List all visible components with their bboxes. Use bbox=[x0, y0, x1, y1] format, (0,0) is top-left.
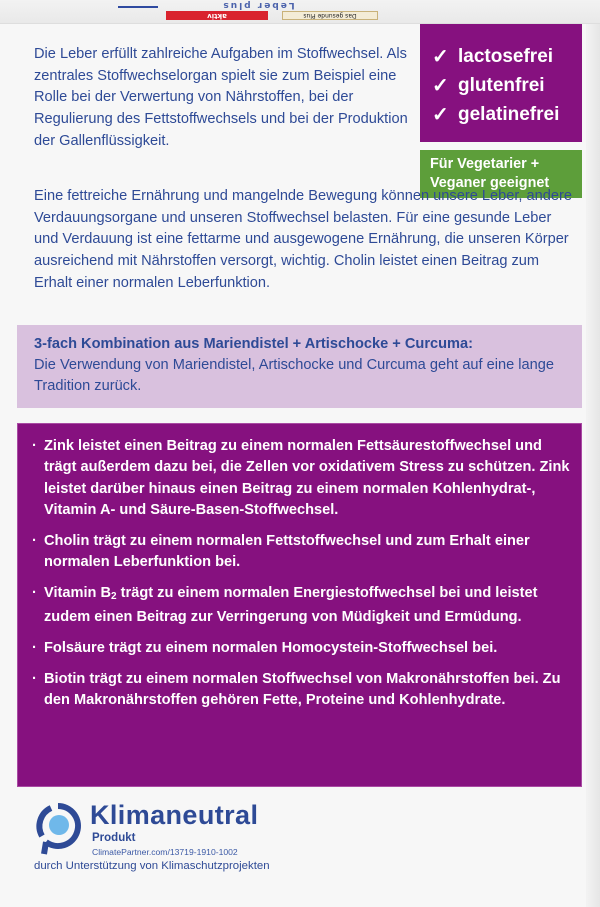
intro-paragraph-1: Die Leber erfüllt zahlreiche Aufgaben im Stoffwechsel. Als zentrales Stoffwechselorgan spielt sie zum Beispiel eine Rolle bei der Verwertung von Nährstoffen, bei der Regulierung des Fettstoffwechsels und bei der Produktion der Gallenflüssigkeit. bbox=[34, 46, 408, 149]
benefit-prefix: Vitamin B bbox=[44, 584, 112, 601]
free-from-badge bbox=[420, 24, 582, 142]
package-back-panel bbox=[0, 24, 600, 907]
benefit-item-biotin bbox=[32, 669, 571, 712]
check-icon: ✓ bbox=[432, 75, 449, 97]
check-icon: ✓ bbox=[432, 104, 449, 126]
tradition-text: Die Verwendung von Mariendistel, Artischocke und Curcuma geht auf eine lange Tradition zurück. bbox=[34, 357, 555, 394]
bullet-icon: · bbox=[32, 584, 37, 601]
benefit-text: Folsäure trägt zu einem normalen Homocystein-Stoffwechsel bei. bbox=[44, 639, 498, 656]
badge-row-gelatine bbox=[432, 100, 582, 129]
tradition-title: 3-fach Kombination aus Mariendistel + Artischocke + Curcuma: bbox=[34, 336, 474, 352]
package-lid bbox=[0, 0, 600, 24]
climate-neutral-label bbox=[34, 800, 324, 890]
climate-subtitle: Produkt bbox=[92, 832, 136, 844]
check-icon: ✓ bbox=[432, 46, 449, 68]
bullet-icon: · bbox=[32, 532, 37, 549]
intro-paragraph-2: Eine fettreiche Ernährung und mangelnde Bewegung können unsere Leber, andere Verdauungsorgane und unseren Stoffwechsel belasten. Für eine gesunde Leber und Verdauung ist eine fettarme und ausgewogene Ernährung, die unseren Körper ausreichend mit Nährstoffen versorgt, wichtig. Cholin leistet einen Beitrag zum Erhalt einer normalen Leberfunktion. bbox=[34, 188, 572, 291]
lid-brand-text: Leber plus bbox=[221, 0, 295, 10]
badge-label: glutenfrei bbox=[458, 74, 545, 96]
bullet-icon: · bbox=[32, 639, 37, 656]
benefit-text: Cholin trägt zu einem normalen Fettstoffwechsel und zum Erhalt einer normalen Leberfunktion bei. bbox=[44, 532, 530, 570]
vegan-line-2: Veganer geeignet bbox=[430, 175, 550, 191]
climate-title: Klimaneutral bbox=[90, 800, 259, 830]
badge-label: lactosefrei bbox=[458, 45, 554, 67]
benefit-item-zinc bbox=[32, 436, 571, 521]
badge-row-gluten bbox=[432, 71, 582, 100]
vegan-line-1: Für Vegetarier + bbox=[430, 156, 540, 172]
climate-note: durch Unterstützung von Klimaschutzprojekten bbox=[34, 860, 270, 872]
climate-url: ClimatePartner.com/13719-1910-1002 bbox=[92, 847, 238, 857]
benefit-text: Zink leistet einen Beitrag zu einem normalen Fettsäurestoffwechsel und trägt außerdem dazu bei, die Zellen vor oxidativem Stress zu schützen. Zink leistet darüber hinaus einen Beitrag zu einem normalen Kohlenhydrat-, Vitamin A- und Säure-Basen-Stoffwechsel. bbox=[44, 438, 570, 518]
lid-red-badge: aktiv bbox=[166, 11, 268, 20]
tradition-box bbox=[17, 325, 582, 408]
benefit-text: Biotin trägt zu einem normalen Stoffwechsel von Makronährstoffen bei. Zu den Makronährstoffen gehören Fette, Proteine und Kohlenhydrate. bbox=[44, 670, 561, 708]
benefit-item-folsaeure bbox=[32, 638, 571, 659]
bullet-icon: · bbox=[32, 438, 37, 454]
badge-label: gelatinefrei bbox=[458, 103, 560, 125]
benefits-box bbox=[17, 423, 582, 787]
bullet-icon: · bbox=[32, 670, 37, 687]
badge-row-lactose bbox=[432, 42, 582, 71]
benefit-item-vitamin-b2 bbox=[32, 583, 571, 629]
benefit-subscript: 2 bbox=[111, 590, 117, 602]
climate-partner-logo-icon bbox=[34, 802, 82, 856]
benefit-item-cholin bbox=[32, 531, 571, 574]
benefit-text: trägt zu einem normalen Energiestoffwechsel bei und leistet zudem einen Beitrag zur Verringerung von Müdigkeit und Ermüdung. bbox=[44, 584, 538, 626]
lid-logo: Das gesunde Plus bbox=[282, 11, 378, 20]
